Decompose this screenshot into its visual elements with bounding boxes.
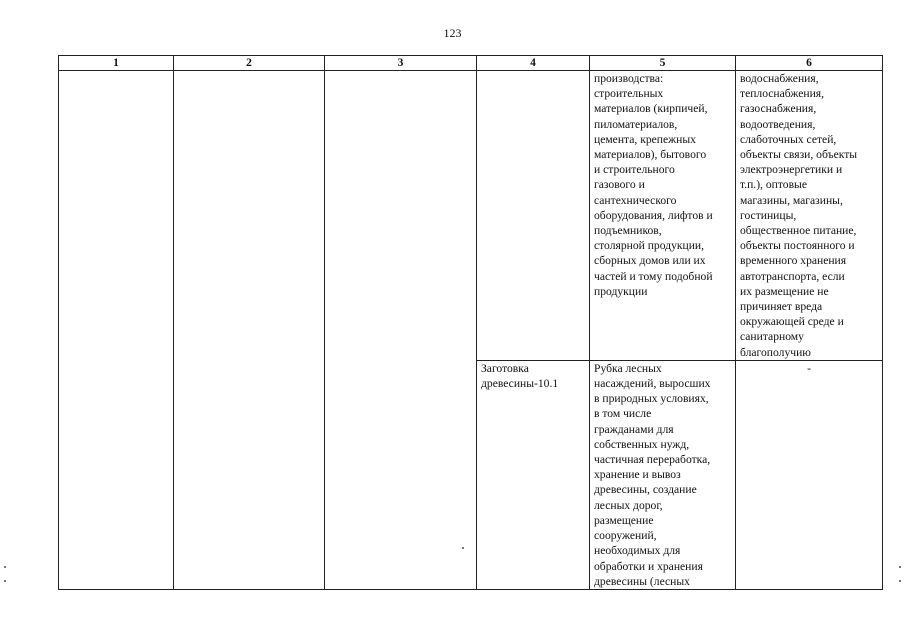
col5-text: производства: строительных материалов (кирпичей, пиломатериалов, цемента, крепежных материалов), бытового и строительного газового и сантехнического оборудования, лифтов и подъемников, столярной продукции, сборных домов или их частей и тому подобной продукции	[594, 72, 713, 298]
scan-speck	[4, 580, 6, 582]
column-header-6: 6	[736, 56, 883, 71]
scan-speck	[4, 566, 6, 568]
col2-cell	[174, 71, 325, 590]
col4-text: Заготовка древесины-10.1	[481, 361, 559, 391]
col6-text: -	[807, 361, 811, 375]
column-header-3: 3	[325, 56, 477, 71]
col5-cell	[590, 360, 736, 589]
col5-cell	[590, 71, 736, 361]
table-row	[59, 71, 883, 361]
col6-cell	[736, 360, 883, 589]
col4-cell	[477, 71, 590, 361]
column-header-1: 1	[59, 56, 174, 71]
column-header-5: 5	[590, 56, 736, 71]
col6-cell	[736, 71, 883, 361]
col4-cell	[477, 360, 590, 589]
col6-text: водоснабжения, теплоснабжения, газоснабжения, водоотведения, слаботочных сетей, объекты связи, объекты электроэнергетики и т.п.), оптовые магазины, магазины, гостиницы, общественное питание, объекты постоянного и временного хранения автотранспорта, если их размещение не причиняет вреда окружающей среде и санитарному благополучию	[740, 72, 858, 359]
page-number: 123	[443, 26, 462, 40]
column-header-4: 4	[477, 56, 590, 71]
col1-cell	[59, 71, 174, 590]
scan-speck	[899, 566, 901, 568]
scan-speck	[899, 580, 901, 582]
document-table	[58, 55, 883, 590]
table-header-row	[59, 56, 883, 71]
col5-text: Рубка лесных насаждений, выросших в природных условиях, в том числе гражданами для собственных нужд, частичная переработка, хранение и вывоз древесины, создание лесных дорог, размещение сооружений, необходимых для обработки и хранения древесины (лесных	[594, 361, 711, 588]
scan-speck	[462, 547, 464, 549]
col3-cell	[325, 71, 477, 590]
column-header-2: 2	[174, 56, 325, 71]
